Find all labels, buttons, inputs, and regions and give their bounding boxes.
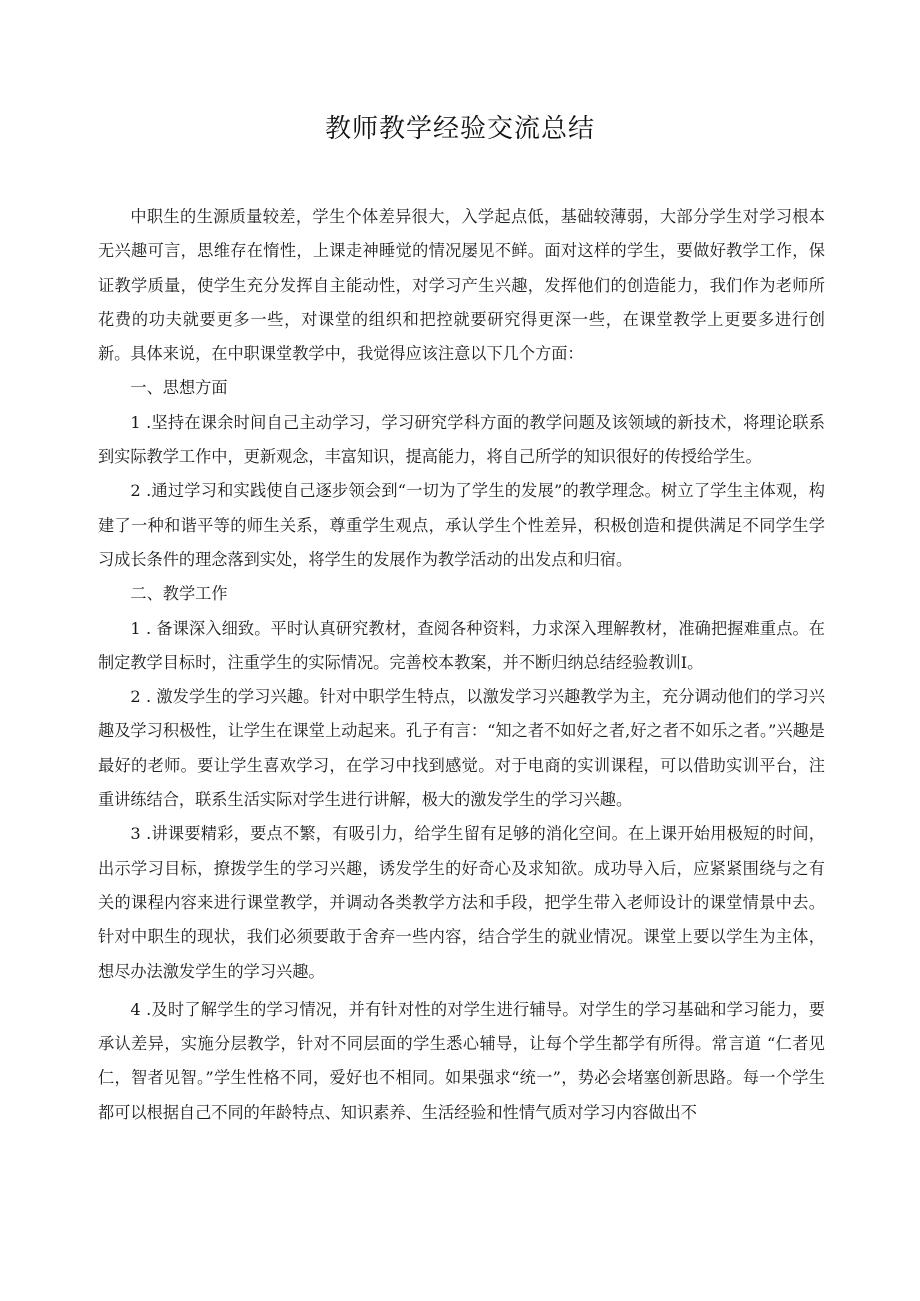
intro-paragraph: 中职生的生源质量较差，学生个体差异很大，入学起点低，基础较薄弱，大部分学生对学习根本无兴趣可言，思维存在惰性，上课走神睡觉的情况屡见不鲜。面对这样的学生，要做好教学工作，保证教学质量，使学生充分发挥自主能动性，对学习产生兴趣，发挥他们的创造能力，我们作为老师所花费的功夫就要更多一些，对课堂的组织和把控就要研究得更深一些，在课堂教学上更要多进行创新。具体来说，在中职课堂教学中，我觉得应该注意以下几个方面：: [98, 207, 825, 364]
paragraph-thought-1: 1 .坚持在课余时间自己主动学习，学习研究学科方面的教学问题及该领域的新技术，将理论联系到实际教学工作中，更新观念，丰富知识，提高能力，将自己所学的知识很好的传授给学生。: [98, 412, 825, 467]
paragraph-thought-2: 2 .通过学习和实践使自己逐步领会到“一切为了学生的发展”的教学理念。树立了学生主体观，构建了一种和谐平等的师生关系，尊重学生观点，承认学生个性差异，积极创造和提供满足不同学生学习成长条件的理念落到实处，将学生的发展作为教学活动的出发点和归宿。: [98, 481, 825, 569]
section-heading-thought: 一、思想方面: [130, 378, 228, 398]
section-heading-teaching: 二、教学工作: [130, 584, 228, 604]
paragraph-teaching-3: 3 .讲课要精彩，要点不繁，有吸引力，给学生留有足够的消化空间。在上课开始用极短的时间，出示学习目标，撩拨学生的学习兴趣，诱发学生的好奇心及求知欲。成功导入后，应紧紧围绕与之有关的课程内容来进行课堂教学，并调动各类教学方法和手段，把学生带入老师设计的课堂情景中去。针对中职生的现状，我们必须要敢于舍弃一些内容，结合学生的就业情况。课堂上要以学生为主体，想尽办法激发学生的学习兴趣。: [98, 824, 825, 981]
paragraph-teaching-2: 2 . 激发学生的学习兴趣。针对中职学生特点，以激发学习兴趣教学为主，充分调动他们的学习兴趣及学习积极性，让学生在课堂上动起来。孔子有言：“知之者不如好之者,好之者不如乐之者。”兴趣是最好的老师。要让学生喜欢学习，在学习中找到感觉。对于电商的实训课程，可以借助实训平台，注重讲练结合，联系生活实际对学生进行讲解，极大的激发学生的学习兴趣。: [98, 687, 825, 810]
paragraph-teaching-4: 4 .及时了解学生的学习情况，并有针对性的对学生进行辅导。对学生的学习基础和学习能力，要承认差异，实施分层教学，针对不同层面的学生悉心辅导，让每个学生都学有所得。常言道 “仁者见仁，智者见智。”学生性格不同，爱好也不相同。如果强求“统一”，势必会堵塞创新思路。每一个学生都可以根据自己不同的年龄特点、知识素养、生活经验和性情气质对学习内容做出不: [98, 999, 825, 1122]
document-body: [98, 200, 825, 1130]
document-title: 教师教学经验交流总结: [324, 114, 595, 144]
paragraph-teaching-1: 1 . 备课深入细致。平时认真研究教材，查阅各种资料，力求深入理解教材，准确把握难重点。在制定教学目标时，注重学生的实际情况。完善校本教案，并不断归纳总结经验教训I。: [98, 618, 825, 672]
